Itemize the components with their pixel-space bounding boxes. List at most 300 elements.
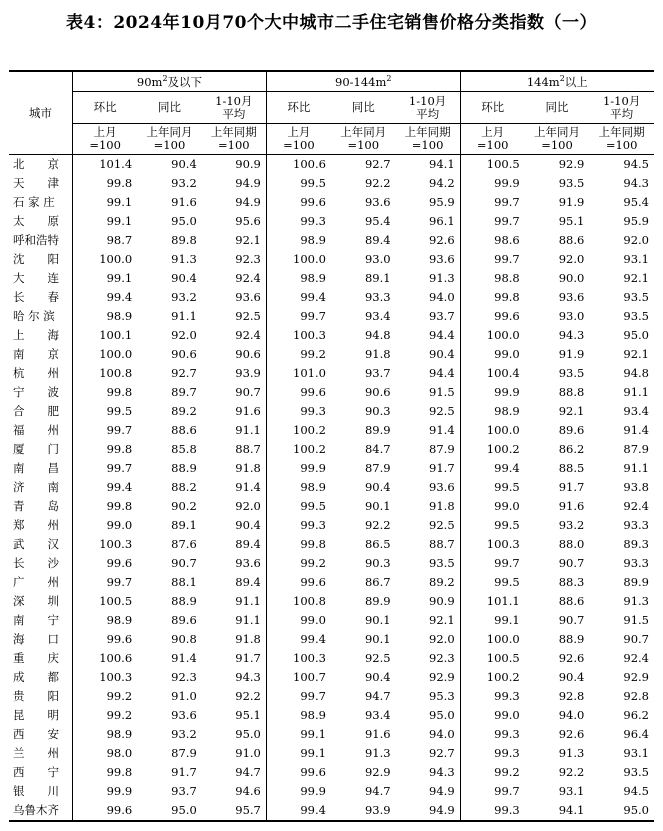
table-row bbox=[9, 630, 654, 649]
index-value: 92.4 bbox=[623, 651, 649, 665]
index-value: 88.9 bbox=[171, 461, 197, 475]
base-header-line1: 上年同月 bbox=[146, 125, 193, 139]
city-name: 重 庆 bbox=[9, 649, 73, 668]
index-value: 86.7 bbox=[364, 575, 391, 589]
index-value: 94.3 bbox=[396, 763, 461, 782]
table-row bbox=[9, 725, 654, 744]
index-value: 99.8 bbox=[106, 499, 133, 513]
index-value: 90.9 bbox=[202, 155, 267, 175]
index-value: 89.6 bbox=[558, 423, 585, 437]
base-header bbox=[73, 124, 138, 155]
group-header-suffix: 以上 bbox=[564, 74, 588, 89]
index-value: 91.5 bbox=[396, 383, 461, 402]
index-value: 99.0 bbox=[494, 347, 520, 361]
table-row bbox=[9, 383, 654, 402]
index-value: 99.6 bbox=[73, 801, 138, 821]
index-value: 93.5 bbox=[558, 176, 585, 190]
index-value: 98.8 bbox=[494, 271, 520, 285]
index-value: 89.4 bbox=[202, 535, 267, 554]
table-row bbox=[9, 497, 654, 516]
index-value: 90.4 bbox=[202, 516, 267, 535]
city-name: 杭 州 bbox=[9, 364, 73, 383]
index-value: 88.1 bbox=[171, 575, 197, 589]
index-value: 92.6 bbox=[558, 727, 585, 741]
index-value: 92.2 bbox=[364, 518, 391, 532]
index-value: 99.7 bbox=[300, 689, 326, 703]
table-row bbox=[9, 573, 654, 592]
index-value: 99.7 bbox=[300, 309, 326, 323]
table-row bbox=[9, 193, 654, 212]
index-value: 92.0 bbox=[171, 328, 197, 342]
index-value: 92.1 bbox=[202, 231, 267, 250]
index-value: 100.2 bbox=[293, 442, 326, 456]
index-value: 92.0 bbox=[623, 233, 649, 247]
index-value: 92.1 bbox=[623, 271, 649, 285]
index-value: 100.0 bbox=[486, 423, 520, 437]
sub-header-line1: 环比 bbox=[93, 100, 117, 114]
city-name: 石 家 庄 bbox=[9, 193, 73, 212]
index-value: 99.5 bbox=[300, 499, 326, 513]
index-value: 92.2 bbox=[364, 176, 391, 190]
sub-header bbox=[266, 92, 331, 124]
index-value: 92.9 bbox=[396, 668, 461, 687]
index-value: 90.6 bbox=[202, 345, 267, 364]
index-value: 90.7 bbox=[558, 613, 585, 627]
city-name: 北 京 bbox=[9, 155, 73, 175]
group-header-text: 90m bbox=[136, 74, 163, 89]
index-value: 94.7 bbox=[364, 784, 391, 798]
index-value: 96.2 bbox=[623, 708, 649, 722]
index-value: 99.7 bbox=[106, 575, 133, 589]
index-value: 88.9 bbox=[558, 632, 585, 646]
index-value: 98.9 bbox=[300, 480, 326, 494]
index-value: 90.4 bbox=[171, 157, 197, 171]
index-value: 93.4 bbox=[623, 404, 649, 418]
index-value: 99.0 bbox=[494, 499, 520, 513]
city-name: 兰 州 bbox=[9, 744, 73, 763]
table-row bbox=[9, 801, 654, 821]
index-value: 89.4 bbox=[202, 573, 267, 592]
base-header bbox=[137, 124, 202, 155]
city-name: 南 宁 bbox=[9, 611, 73, 630]
index-value: 94.1 bbox=[396, 155, 461, 175]
index-value: 99.4 bbox=[300, 290, 326, 304]
index-value: 90.1 bbox=[364, 499, 391, 513]
index-value: 99.3 bbox=[494, 689, 520, 703]
table-row bbox=[9, 763, 654, 782]
sub-header bbox=[137, 92, 202, 124]
base-header-line2: =100 bbox=[541, 138, 573, 152]
index-value: 99.1 bbox=[106, 214, 133, 228]
index-value: 93.7 bbox=[364, 366, 391, 380]
index-value: 99.7 bbox=[494, 252, 520, 266]
index-value: 100.1 bbox=[99, 328, 133, 342]
index-value: 99.3 bbox=[300, 518, 326, 532]
index-value: 100.0 bbox=[99, 347, 133, 361]
index-value: 91.6 bbox=[558, 499, 585, 513]
index-value: 91.0 bbox=[171, 689, 197, 703]
index-value: 98.6 bbox=[494, 233, 520, 247]
group-header-text: 90-144m bbox=[335, 74, 387, 89]
index-value: 91.3 bbox=[396, 269, 461, 288]
base-header bbox=[266, 124, 331, 155]
index-value: 98.9 bbox=[106, 309, 133, 323]
city-name: 贵 阳 bbox=[9, 687, 73, 706]
index-value: 93.5 bbox=[623, 309, 649, 323]
index-value: 98.7 bbox=[106, 233, 133, 247]
index-value: 92.0 bbox=[396, 630, 461, 649]
index-value: 88.6 bbox=[171, 423, 197, 437]
city-name: 南 京 bbox=[9, 345, 73, 364]
index-value: 90.7 bbox=[171, 556, 197, 570]
index-value: 99.7 bbox=[494, 784, 520, 798]
group-header-superscript: 2 bbox=[162, 73, 168, 83]
index-value: 95.7 bbox=[202, 801, 267, 821]
index-value: 99.8 bbox=[300, 537, 326, 551]
index-value: 89.2 bbox=[396, 573, 461, 592]
city-name: 长 春 bbox=[9, 288, 73, 307]
index-value: 99.4 bbox=[300, 632, 326, 646]
index-value: 90.7 bbox=[623, 632, 649, 646]
index-value: 93.6 bbox=[396, 250, 461, 269]
index-value: 91.1 bbox=[623, 385, 649, 399]
index-value: 98.9 bbox=[300, 271, 326, 285]
index-value: 99.6 bbox=[300, 765, 326, 779]
index-value: 92.9 bbox=[558, 157, 585, 171]
index-value: 93.5 bbox=[623, 290, 649, 304]
index-value: 93.8 bbox=[623, 480, 649, 494]
index-value: 101.4 bbox=[99, 157, 133, 171]
city-name: 沈 阳 bbox=[9, 250, 73, 269]
index-value: 91.1 bbox=[202, 592, 267, 611]
index-value: 92.5 bbox=[202, 307, 267, 326]
city-name: 哈 尔 滨 bbox=[9, 307, 73, 326]
base-header-line1: 上年同期 bbox=[404, 125, 451, 139]
index-value: 89.8 bbox=[171, 233, 197, 247]
index-value: 100.4 bbox=[486, 366, 520, 380]
index-value: 91.7 bbox=[171, 765, 197, 779]
index-value: 91.1 bbox=[202, 421, 267, 440]
table-row bbox=[9, 687, 654, 706]
index-value: 99.2 bbox=[106, 708, 133, 722]
index-value: 92.9 bbox=[364, 765, 391, 779]
sub-header-line1: 同比 bbox=[351, 100, 375, 114]
index-value: 93.5 bbox=[623, 765, 649, 779]
index-value: 100.3 bbox=[99, 670, 133, 684]
table-row bbox=[9, 459, 654, 478]
city-name: 昆 明 bbox=[9, 706, 73, 725]
index-value: 95.0 bbox=[171, 214, 197, 228]
base-header-line1: 上月 bbox=[93, 125, 117, 139]
sub-header-line1: 同比 bbox=[157, 100, 181, 114]
index-value: 92.3 bbox=[396, 649, 461, 668]
index-value: 95.0 bbox=[202, 725, 267, 744]
index-value: 94.5 bbox=[623, 157, 649, 171]
city-name: 天 津 bbox=[9, 174, 73, 193]
base-header-line1: 上年同月 bbox=[534, 125, 581, 139]
index-value: 92.7 bbox=[171, 366, 197, 380]
index-value: 100.3 bbox=[293, 651, 326, 665]
city-name: 乌鲁木齐 bbox=[9, 801, 73, 821]
table-body bbox=[9, 155, 654, 822]
table-row bbox=[9, 364, 654, 383]
city-name: 长 沙 bbox=[9, 554, 73, 573]
index-value: 93.3 bbox=[623, 518, 649, 532]
index-value: 99.6 bbox=[106, 556, 133, 570]
index-value: 93.6 bbox=[364, 195, 391, 209]
index-value: 91.1 bbox=[623, 461, 649, 475]
index-value: 99.1 bbox=[300, 727, 326, 741]
index-value: 91.3 bbox=[558, 746, 585, 760]
index-value: 89.4 bbox=[364, 233, 391, 247]
sub-header-line1: 1-10月 bbox=[215, 93, 253, 108]
index-value: 100.5 bbox=[99, 594, 133, 608]
index-value: 99.4 bbox=[494, 461, 520, 475]
base-header-line1: 上年同期 bbox=[210, 125, 257, 139]
index-value: 93.6 bbox=[396, 478, 461, 497]
index-value: 101.0 bbox=[293, 366, 326, 380]
index-value: 93.7 bbox=[396, 307, 461, 326]
index-value: 95.6 bbox=[202, 212, 267, 231]
index-value: 93.6 bbox=[202, 554, 267, 573]
base-header-line2: =100 bbox=[89, 138, 121, 152]
sub-header-line1: 环比 bbox=[287, 100, 311, 114]
index-value: 91.8 bbox=[364, 347, 391, 361]
index-value: 100.0 bbox=[486, 632, 520, 646]
index-value: 84.7 bbox=[364, 442, 391, 456]
table-row bbox=[9, 402, 654, 421]
base-header-line2: =100 bbox=[218, 138, 250, 152]
city-name: 深 圳 bbox=[9, 592, 73, 611]
index-value: 93.1 bbox=[623, 746, 649, 760]
group-header-suffix: 及以下 bbox=[167, 74, 203, 89]
index-value: 94.0 bbox=[396, 725, 461, 744]
index-value: 94.7 bbox=[364, 689, 391, 703]
index-value: 91.7 bbox=[558, 480, 585, 494]
index-value: 91.7 bbox=[396, 459, 461, 478]
index-value: 91.8 bbox=[202, 630, 267, 649]
index-value: 87.9 bbox=[364, 461, 391, 475]
table-row bbox=[9, 611, 654, 630]
index-value: 94.6 bbox=[202, 782, 267, 801]
index-value: 93.9 bbox=[202, 364, 267, 383]
index-value: 91.4 bbox=[623, 423, 649, 437]
index-value: 92.0 bbox=[202, 497, 267, 516]
base-header-line2: =100 bbox=[605, 138, 638, 152]
table-row bbox=[9, 231, 654, 250]
index-value: 87.6 bbox=[171, 537, 197, 551]
index-value: 99.5 bbox=[106, 404, 133, 418]
group-header bbox=[266, 71, 460, 92]
index-value: 91.4 bbox=[202, 478, 267, 497]
table-row bbox=[9, 326, 654, 345]
index-value: 99.5 bbox=[494, 480, 520, 494]
sub-header-line1: 1-10月 bbox=[602, 93, 641, 108]
index-value: 92.4 bbox=[623, 499, 649, 513]
index-value: 99.8 bbox=[106, 442, 133, 456]
index-value: 91.5 bbox=[623, 613, 649, 627]
base-header-line1: 上月 bbox=[287, 125, 311, 139]
index-value: 91.1 bbox=[202, 611, 267, 630]
index-value: 93.3 bbox=[364, 290, 391, 304]
table-row bbox=[9, 668, 654, 687]
index-value: 91.3 bbox=[364, 746, 391, 760]
index-value: 90.0 bbox=[558, 271, 585, 285]
index-value: 93.5 bbox=[558, 366, 585, 380]
table-row bbox=[9, 535, 654, 554]
table-row bbox=[9, 554, 654, 573]
index-value: 99.0 bbox=[300, 613, 326, 627]
index-value: 93.6 bbox=[558, 290, 585, 304]
city-name: 宁 波 bbox=[9, 383, 73, 402]
index-value: 90.3 bbox=[364, 404, 391, 418]
city-name: 武 汉 bbox=[9, 535, 73, 554]
table-title: 表4：2024年10月70个大中城市二手住宅销售价格分类指数（一） bbox=[66, 13, 597, 33]
index-value: 100.8 bbox=[293, 594, 326, 608]
table-row bbox=[9, 649, 654, 668]
index-value: 99.1 bbox=[494, 613, 520, 627]
sub-header-line1: 1-10月 bbox=[408, 93, 447, 108]
index-value: 92.1 bbox=[623, 347, 649, 361]
index-value: 99.7 bbox=[494, 214, 520, 228]
index-value: 95.4 bbox=[623, 195, 649, 209]
index-value: 90.6 bbox=[171, 347, 197, 361]
index-value: 95.3 bbox=[396, 687, 461, 706]
table-row bbox=[9, 478, 654, 497]
index-value: 100.3 bbox=[99, 537, 133, 551]
table-row bbox=[9, 516, 654, 535]
index-value: 100.2 bbox=[486, 670, 520, 684]
index-value: 94.5 bbox=[623, 784, 649, 798]
index-value: 89.9 bbox=[364, 423, 391, 437]
index-value: 99.7 bbox=[494, 556, 520, 570]
index-value: 94.3 bbox=[558, 328, 585, 342]
index-value: 98.9 bbox=[494, 404, 520, 418]
index-value: 92.2 bbox=[202, 687, 267, 706]
base-header-line2: =100 bbox=[411, 138, 444, 152]
index-value: 92.4 bbox=[202, 269, 267, 288]
index-value: 100.5 bbox=[486, 651, 520, 665]
index-value: 95.1 bbox=[202, 706, 267, 725]
group-header-superscript: 2 bbox=[559, 73, 565, 83]
index-value: 88.6 bbox=[558, 594, 585, 608]
index-value: 92.8 bbox=[558, 689, 585, 703]
index-value: 99.6 bbox=[106, 632, 133, 646]
index-value: 94.8 bbox=[364, 328, 391, 342]
table-row bbox=[9, 706, 654, 725]
index-value: 99.2 bbox=[300, 347, 326, 361]
index-value: 90.7 bbox=[202, 383, 267, 402]
index-value: 99.3 bbox=[460, 801, 525, 821]
index-value: 91.4 bbox=[396, 421, 461, 440]
index-value: 100.7 bbox=[293, 670, 326, 684]
index-value: 99.9 bbox=[300, 784, 326, 798]
index-value: 99.3 bbox=[300, 214, 326, 228]
city-name: 厦 门 bbox=[9, 440, 73, 459]
index-value: 94.8 bbox=[623, 366, 649, 380]
base-header-line1: 上年同月 bbox=[340, 125, 387, 139]
base-header-line2: =100 bbox=[476, 138, 509, 152]
sub-header bbox=[460, 92, 525, 124]
index-value: 90.8 bbox=[171, 632, 197, 646]
index-value: 100.0 bbox=[486, 328, 520, 342]
base-header bbox=[331, 124, 396, 155]
index-value: 90.4 bbox=[171, 271, 197, 285]
index-value: 94.4 bbox=[396, 326, 461, 345]
sub-header bbox=[331, 92, 396, 124]
index-value: 100.6 bbox=[293, 157, 326, 171]
index-value: 95.0 bbox=[137, 801, 202, 821]
index-value: 94.9 bbox=[202, 174, 267, 193]
group-header-text: 144m bbox=[526, 74, 560, 89]
sub-header bbox=[525, 92, 590, 124]
index-value: 91.8 bbox=[202, 459, 267, 478]
table-header bbox=[9, 71, 654, 155]
sub-header-line2: 平均 bbox=[416, 106, 440, 121]
base-header-line1: 上年同期 bbox=[598, 125, 645, 139]
city-column-header: 城市 bbox=[9, 71, 73, 155]
index-value: 100.5 bbox=[486, 157, 520, 171]
index-value: 89.6 bbox=[171, 613, 197, 627]
index-value: 86.2 bbox=[558, 442, 585, 456]
index-value: 88.7 bbox=[396, 535, 461, 554]
index-value: 94.9 bbox=[396, 782, 461, 801]
index-value: 88.3 bbox=[558, 575, 585, 589]
index-value: 89.9 bbox=[364, 594, 391, 608]
index-value: 101.1 bbox=[486, 594, 520, 608]
index-value: 93.6 bbox=[202, 288, 267, 307]
city-name: 西 安 bbox=[9, 725, 73, 744]
index-value: 91.6 bbox=[171, 195, 197, 209]
index-value: 99.3 bbox=[494, 746, 520, 760]
index-value: 99.6 bbox=[494, 309, 520, 323]
index-value: 99.8 bbox=[494, 290, 520, 304]
index-value: 91.0 bbox=[202, 744, 267, 763]
index-value: 91.1 bbox=[171, 309, 197, 323]
index-value: 89.1 bbox=[364, 271, 391, 285]
index-value: 93.2 bbox=[171, 290, 197, 304]
index-value: 93.0 bbox=[558, 309, 585, 323]
index-value: 94.7 bbox=[202, 763, 267, 782]
base-header bbox=[525, 124, 590, 155]
index-value: 93.2 bbox=[171, 176, 197, 190]
group-header-superscript: 2 bbox=[386, 73, 392, 83]
index-value: 91.7 bbox=[202, 649, 267, 668]
table-row bbox=[9, 174, 654, 193]
city-name: 海 口 bbox=[9, 630, 73, 649]
index-value: 86.5 bbox=[364, 537, 391, 551]
index-value: 99.4 bbox=[266, 801, 331, 821]
index-value: 95.4 bbox=[364, 214, 391, 228]
index-value: 93.2 bbox=[558, 518, 585, 532]
index-value: 87.9 bbox=[396, 440, 461, 459]
base-header bbox=[396, 124, 461, 155]
sub-header bbox=[396, 92, 461, 124]
sub-header-line2: 平均 bbox=[610, 106, 634, 121]
index-value: 92.0 bbox=[558, 252, 585, 266]
index-value: 93.2 bbox=[171, 727, 197, 741]
index-value: 100.0 bbox=[293, 252, 326, 266]
index-value: 95.0 bbox=[623, 328, 649, 342]
index-value: 99.8 bbox=[106, 176, 133, 190]
index-value: 92.5 bbox=[396, 516, 461, 535]
sub-header-line1: 环比 bbox=[481, 100, 505, 114]
city-name: 福 州 bbox=[9, 421, 73, 440]
index-value: 93.4 bbox=[364, 708, 391, 722]
city-name: 济 南 bbox=[9, 478, 73, 497]
index-value: 100.8 bbox=[99, 366, 133, 380]
index-value: 94.3 bbox=[623, 176, 649, 190]
